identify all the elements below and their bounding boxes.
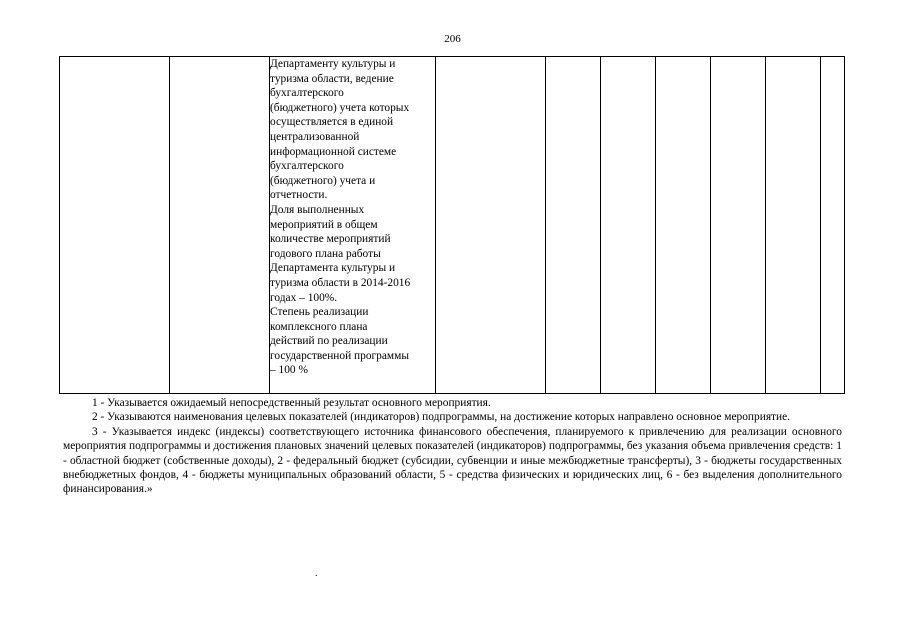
indicator-text: [270, 57, 435, 378]
table-cell-empty: [656, 57, 711, 394]
indicator-text-line: мероприятий в общем: [270, 218, 378, 231]
table-cell-empty: [711, 57, 766, 394]
table-cell-empty: [766, 57, 821, 394]
indicator-text-line: Департаменту культуры и: [270, 58, 396, 70]
indicator-text-line: Департамента культуры и: [270, 262, 396, 275]
footnote-2: 2 - Указываются наименования целевых показателей (индикаторов) подпрограммы, на достижение которых направлено основное мероприятие.: [92, 411, 791, 424]
table-cell-empty: [546, 57, 601, 394]
page-number: 206: [444, 33, 461, 45]
indicator-text-line: бухгалтерского: [270, 160, 344, 173]
footnote-1: 1 - Указывается ожидаемый непосредственный результат основного мероприятия.: [92, 397, 491, 409]
table-cell-empty: [60, 57, 170, 394]
program-table: [59, 56, 845, 394]
indicator-text-line: Доля выполненных: [270, 203, 365, 216]
indicator-text-line: (бюджетного) учета которых: [270, 101, 410, 114]
indicator-text-line: туризма области в 2014-2016: [270, 276, 411, 289]
table-cell-empty: [601, 57, 656, 394]
footnote-3: 3 - Указывается индекс (индексы) соответствующего источника финансового обеспечения, планируемого к привлечению для реализации основного мероприятия подпрограммы и достижения плановых значений целевых показателей (индикаторов) подпрограммы, без указания объема привлечения средств: 1 - областной бюджет (собственные доходы), 2 - федеральный бюджет (субсидии, субвенции и иные межбюджетные трансферты), 3 - бюджеты государственных внебюджетных фондов, 4 - бюджеты муниципальных образований области, 5 - средства физических и юридических лиц, 6 - без выделения дополнительного финансирования.»: [63, 425, 842, 496]
indicator-text-line: государственной программы: [270, 349, 410, 362]
indicator-text-line: информационной системе: [270, 145, 397, 158]
indicator-text-line: туризма области, ведение: [270, 72, 394, 85]
indicator-text-line: действий по реализации: [270, 335, 388, 348]
table-row: [60, 57, 845, 394]
table-cell-empty: [170, 57, 270, 394]
indicator-text-line: годах – 100%.: [270, 291, 338, 304]
footnotes: [63, 396, 842, 497]
indicator-text-line: годового плана работы: [270, 247, 381, 260]
indicator-text-line: комплексного плана: [270, 320, 368, 333]
indicator-text-line: осуществляется в единой: [270, 116, 394, 129]
indicator-text-line: количестве мероприятий: [270, 233, 391, 246]
table-cell-empty: [821, 57, 845, 394]
indicator-text-line: (бюджетного) учета и: [270, 174, 376, 187]
indicator-text-line: Степень реализации: [270, 306, 369, 319]
indicator-text-cell: [270, 57, 436, 394]
indicator-text-line: – 100 %: [270, 364, 308, 377]
table-cell-empty: [436, 57, 546, 394]
indicator-text-line: централизованной: [270, 130, 360, 143]
indicator-text-line: бухгалтерского: [270, 87, 344, 100]
indicator-text-line: отчетности.: [270, 189, 328, 202]
stray-mark: .: [315, 568, 318, 579]
